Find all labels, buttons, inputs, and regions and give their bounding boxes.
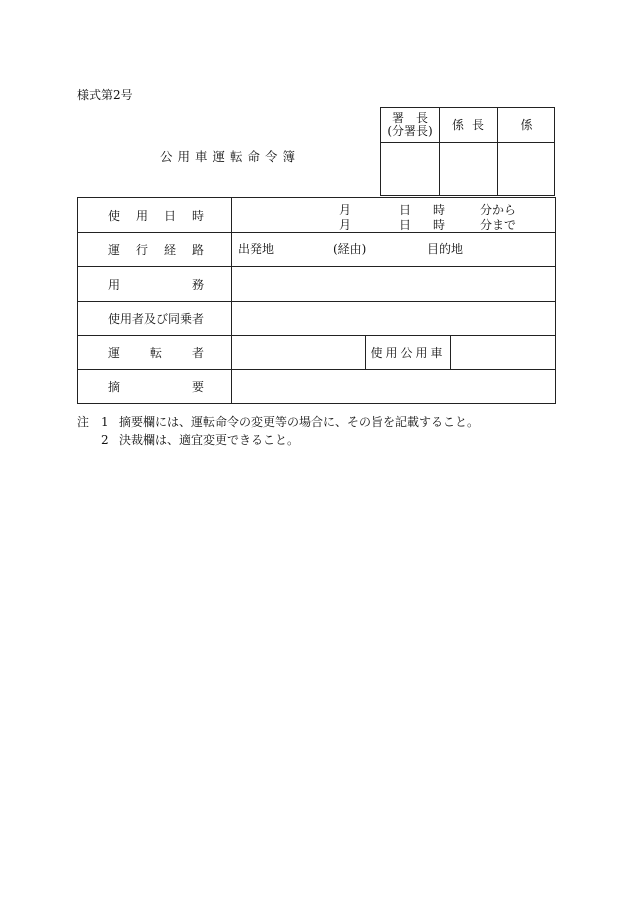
stamp-header-chief: [381, 108, 439, 142]
row-route: [78, 233, 555, 267]
stamp-header-staff: 係: [520, 117, 533, 132]
end-day: 日: [399, 218, 412, 232]
label-char: 運: [108, 346, 121, 360]
end-month: 月: [339, 218, 352, 232]
form-number: 様式第2号: [77, 88, 133, 102]
label-passengers: [78, 302, 232, 335]
stamp-header-section-chief: 係長: [451, 117, 492, 132]
row-duty: [78, 267, 555, 302]
note-item: [77, 413, 479, 431]
label-char: 時: [191, 208, 204, 223]
label-text: 使用者及び同乗者: [108, 312, 205, 326]
row-driver: [78, 336, 555, 370]
stamp-branch-chief-label: (分署長): [387, 124, 433, 138]
label-char: 要: [191, 380, 204, 394]
document-title: 公用車運転命令簿: [160, 149, 301, 164]
vehicle-field[interactable]: [451, 336, 555, 369]
label-char: 摘: [108, 380, 121, 394]
end-hour: 時: [433, 218, 446, 232]
label-remarks: [78, 370, 232, 403]
label-char: 経: [163, 243, 176, 257]
label-route: [78, 233, 232, 266]
label-char: 用: [135, 208, 148, 223]
end-minute: 分まで: [480, 218, 517, 232]
label-char: 者: [191, 346, 204, 360]
label-char: 日: [163, 208, 176, 223]
note-item: [77, 431, 479, 449]
label-usage-datetime: [78, 198, 232, 232]
approval-stamp-box: [380, 107, 555, 196]
label-char: 転: [149, 346, 162, 360]
driver-field[interactable]: [232, 336, 555, 369]
row-remarks: [78, 370, 555, 403]
label-duty: [78, 267, 232, 301]
label-char: 運: [108, 243, 121, 257]
command-register-table: [77, 197, 556, 404]
start-minute: 分から: [480, 203, 517, 217]
notes: [77, 413, 479, 449]
destination-label: 目的地: [427, 242, 464, 256]
passengers-field[interactable]: [232, 302, 555, 335]
departure-label: 出発地: [238, 242, 275, 256]
via-label: (経由): [333, 242, 367, 256]
label-char: 務: [191, 277, 204, 292]
remarks-field[interactable]: [232, 370, 555, 403]
row-usage-datetime: [78, 198, 555, 233]
start-month: 月: [339, 203, 352, 217]
note-prefix: 注 1: [77, 415, 109, 429]
label-char: 用: [108, 277, 121, 292]
usage-datetime-field[interactable]: [232, 198, 555, 232]
label-driver: [78, 336, 232, 369]
label-char: 行: [135, 243, 148, 257]
stamp-header-divider: [381, 142, 554, 143]
label-char: 路: [191, 243, 204, 257]
row-passengers: [78, 302, 555, 336]
start-hour: 時: [433, 203, 446, 217]
note-text: 決裁欄は、適宜変更できること。: [119, 433, 300, 447]
start-day: 日: [399, 203, 412, 217]
label-char: 使: [108, 208, 121, 223]
note-text: 摘要欄には、運転命令の変更等の場合に、その旨を記載すること。: [119, 415, 480, 429]
duty-field[interactable]: [232, 267, 555, 301]
route-field[interactable]: [232, 233, 555, 266]
note-prefix: 2: [77, 433, 109, 447]
label-vehicle: 使用公用車: [365, 336, 451, 369]
stamp-chief-label: 署 長: [391, 111, 428, 125]
